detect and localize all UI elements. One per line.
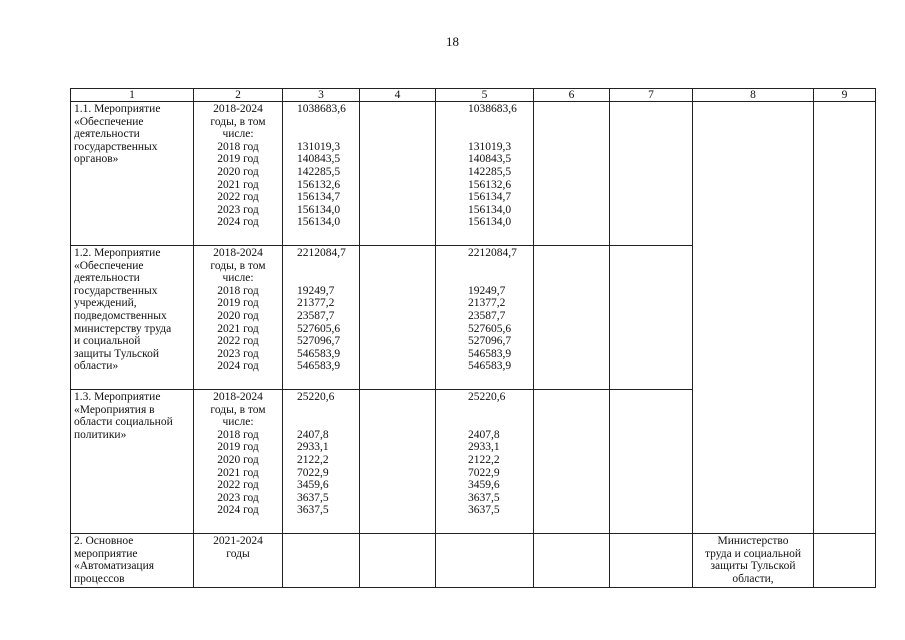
value: 156134,0 xyxy=(468,216,512,229)
value: 527605,6 xyxy=(297,322,341,335)
text-line: 2024 год xyxy=(217,360,259,373)
value: 156134,0 xyxy=(468,203,512,216)
value: 2212084,7 xyxy=(297,247,346,259)
col-header-2: 2 xyxy=(194,89,283,102)
total-funding-cell xyxy=(283,246,360,390)
text-line: годы, в том xyxy=(210,115,266,128)
text-line: области, xyxy=(732,572,774,585)
text-line: органов» xyxy=(74,153,119,166)
col-header-3: 3 xyxy=(283,89,360,102)
value: 21377,2 xyxy=(297,297,335,310)
total-funding-cell xyxy=(283,102,360,246)
value: 156132,6 xyxy=(297,178,341,191)
activity-name-cell xyxy=(71,390,194,534)
text-line: «Мероприятия в xyxy=(74,403,155,416)
value: 156134,0 xyxy=(297,216,341,229)
value: 1038683,6 xyxy=(297,103,346,115)
period-cell xyxy=(194,102,283,246)
empty-cell xyxy=(814,102,876,534)
text-line: министерству труда xyxy=(74,322,172,335)
value: 21377,2 xyxy=(468,297,506,310)
text-line: политики» xyxy=(74,428,127,441)
value: 2122,2 xyxy=(297,453,329,466)
text-line: числе: xyxy=(222,128,254,141)
budget-table xyxy=(70,88,876,588)
empty-cell xyxy=(360,246,436,390)
value: 527096,7 xyxy=(297,335,341,348)
empty-cell xyxy=(534,534,610,588)
text-line: 2019 год xyxy=(217,153,259,166)
text-line: и социальной xyxy=(74,335,141,348)
empty-cell xyxy=(610,102,693,246)
text-line: области» xyxy=(74,360,119,373)
text-line: 1.1. Мероприятие xyxy=(74,103,161,115)
value: 2407,8 xyxy=(297,428,329,441)
value: 156132,6 xyxy=(468,178,512,191)
empty-cell xyxy=(534,102,610,246)
value: 3637,5 xyxy=(468,491,500,504)
text-line: годы, в том xyxy=(210,403,266,416)
value: 131019,3 xyxy=(297,140,341,153)
text-line: 2022 год xyxy=(217,479,259,492)
col-header-7: 7 xyxy=(610,89,693,102)
value: 156134,7 xyxy=(468,191,512,204)
table-row-1-1 xyxy=(71,102,876,246)
text-line: 2020 год xyxy=(217,309,259,322)
text-line: 2024 год xyxy=(217,504,259,517)
period-cell xyxy=(194,390,283,534)
text-line: государственных xyxy=(74,140,158,153)
text-line: 2023 год xyxy=(217,491,259,504)
text-line: годы xyxy=(226,547,250,560)
value: 25220,6 xyxy=(468,391,506,403)
text-line: 2021 год xyxy=(217,466,259,479)
text-line: 2024 год xyxy=(217,216,259,229)
value: 546583,9 xyxy=(468,347,512,360)
value: 156134,7 xyxy=(297,191,341,204)
col-header-6: 6 xyxy=(534,89,610,102)
value: 546583,9 xyxy=(297,360,341,373)
text-line: 2023 год xyxy=(217,347,259,360)
empty-cell xyxy=(610,534,693,588)
text-line: процессов xyxy=(74,572,125,585)
text-line: 2020 год xyxy=(217,453,259,466)
text-line: деятельности xyxy=(74,128,140,141)
text-line: 2019 год xyxy=(217,297,259,310)
value: 527096,7 xyxy=(468,335,512,348)
value: 23587,7 xyxy=(297,309,335,322)
text-line: «Автоматизация xyxy=(74,560,155,573)
value: 3637,5 xyxy=(468,504,500,517)
period-cell xyxy=(194,534,283,588)
value: 156134,0 xyxy=(297,203,341,216)
empty-cell xyxy=(360,534,436,588)
regional-budget-cell xyxy=(436,390,534,534)
value: 142285,5 xyxy=(468,165,512,178)
value: 546583,9 xyxy=(297,347,341,360)
value: 3459,6 xyxy=(297,479,329,492)
text-line: деятельности xyxy=(74,272,140,285)
value: 2933,1 xyxy=(468,441,500,454)
text-line: 2018 год xyxy=(217,428,259,441)
value: 19249,7 xyxy=(297,284,335,297)
text-line: 2018 год xyxy=(217,140,259,153)
text-line: 2019 год xyxy=(217,441,259,454)
activity-name-cell xyxy=(71,102,194,246)
empty-cell xyxy=(534,246,610,390)
table-row-2 xyxy=(71,534,876,588)
text-line: труда и социальной xyxy=(704,547,802,560)
value: 140843,5 xyxy=(468,153,512,166)
text-line: числе: xyxy=(222,272,254,285)
col-header-4: 4 xyxy=(360,89,436,102)
col-header-5: 5 xyxy=(436,89,534,102)
text-line: 2021 год xyxy=(217,178,259,191)
col-header-8: 8 xyxy=(693,89,814,102)
empty-cell xyxy=(283,534,360,588)
text-line: 1.3. Мероприятие xyxy=(74,391,161,403)
text-line: защиты Тульской xyxy=(710,560,796,573)
value: 1038683,6 xyxy=(468,103,517,115)
value: 23587,7 xyxy=(468,309,506,322)
value: 7022,9 xyxy=(468,466,500,479)
text-line: годы, в том xyxy=(210,259,266,272)
page-number: 18 xyxy=(446,34,459,49)
text-line: 2020 год xyxy=(217,165,259,178)
responsible-cell xyxy=(693,102,814,534)
activity-name-cell xyxy=(71,246,194,390)
text-line: 2018 год xyxy=(217,284,259,297)
text-line: подведомственных xyxy=(74,309,167,322)
value: 2933,1 xyxy=(297,441,329,454)
text-line: 2022 год xyxy=(217,335,259,348)
text-line: 2018-2024 xyxy=(213,247,263,259)
value: 142285,5 xyxy=(297,165,341,178)
text-line: числе: xyxy=(222,416,254,429)
text-line: 2023 год xyxy=(217,203,259,216)
empty-cell xyxy=(814,534,876,588)
regional-budget-cell xyxy=(436,246,534,390)
value: 3459,6 xyxy=(468,479,500,492)
text-line: государственных xyxy=(74,284,158,297)
empty-cell xyxy=(610,246,693,390)
empty-cell xyxy=(360,102,436,246)
value: 2122,2 xyxy=(468,453,500,466)
text-line: защиты Тульской xyxy=(74,347,159,360)
text-line: 2018-2024 xyxy=(213,103,263,115)
text-line: области социальной xyxy=(74,416,173,429)
value: 2212084,7 xyxy=(468,247,517,259)
text-line: 2022 год xyxy=(217,191,259,204)
text-line: 2021-2024 xyxy=(213,535,263,547)
col-header-1: 1 xyxy=(71,89,194,102)
value: 3637,5 xyxy=(297,491,329,504)
col-header-9: 9 xyxy=(814,89,876,102)
value: 2407,8 xyxy=(468,428,500,441)
empty-cell xyxy=(610,390,693,534)
value: 7022,9 xyxy=(297,466,329,479)
value: 131019,3 xyxy=(468,140,512,153)
value: 25220,6 xyxy=(297,391,335,403)
responsible-executor-cell xyxy=(693,534,814,588)
text-line: 1.2. Мероприятие xyxy=(74,247,161,259)
value: 546583,9 xyxy=(468,360,512,373)
empty-cell xyxy=(534,390,610,534)
text-line: 2021 год xyxy=(217,322,259,335)
period-cell xyxy=(194,246,283,390)
value: 3637,5 xyxy=(297,504,329,517)
text-line: учреждений, xyxy=(74,297,137,310)
value: 527605,6 xyxy=(468,322,512,335)
header-row xyxy=(71,89,876,102)
text-line: «Обеспечение xyxy=(74,115,144,128)
text-line: мероприятие xyxy=(74,547,138,560)
value: 19249,7 xyxy=(468,284,506,297)
text-line: Министерство xyxy=(717,535,789,547)
activity-name-cell xyxy=(71,534,194,588)
text-line: 2. Основное xyxy=(74,535,134,547)
text-line: «Обеспечение xyxy=(74,259,144,272)
empty-cell xyxy=(360,390,436,534)
text-line: 2018-2024 xyxy=(213,391,263,403)
total-funding-cell xyxy=(283,390,360,534)
empty-cell xyxy=(436,534,534,588)
regional-budget-cell xyxy=(436,102,534,246)
value: 140843,5 xyxy=(297,153,341,166)
